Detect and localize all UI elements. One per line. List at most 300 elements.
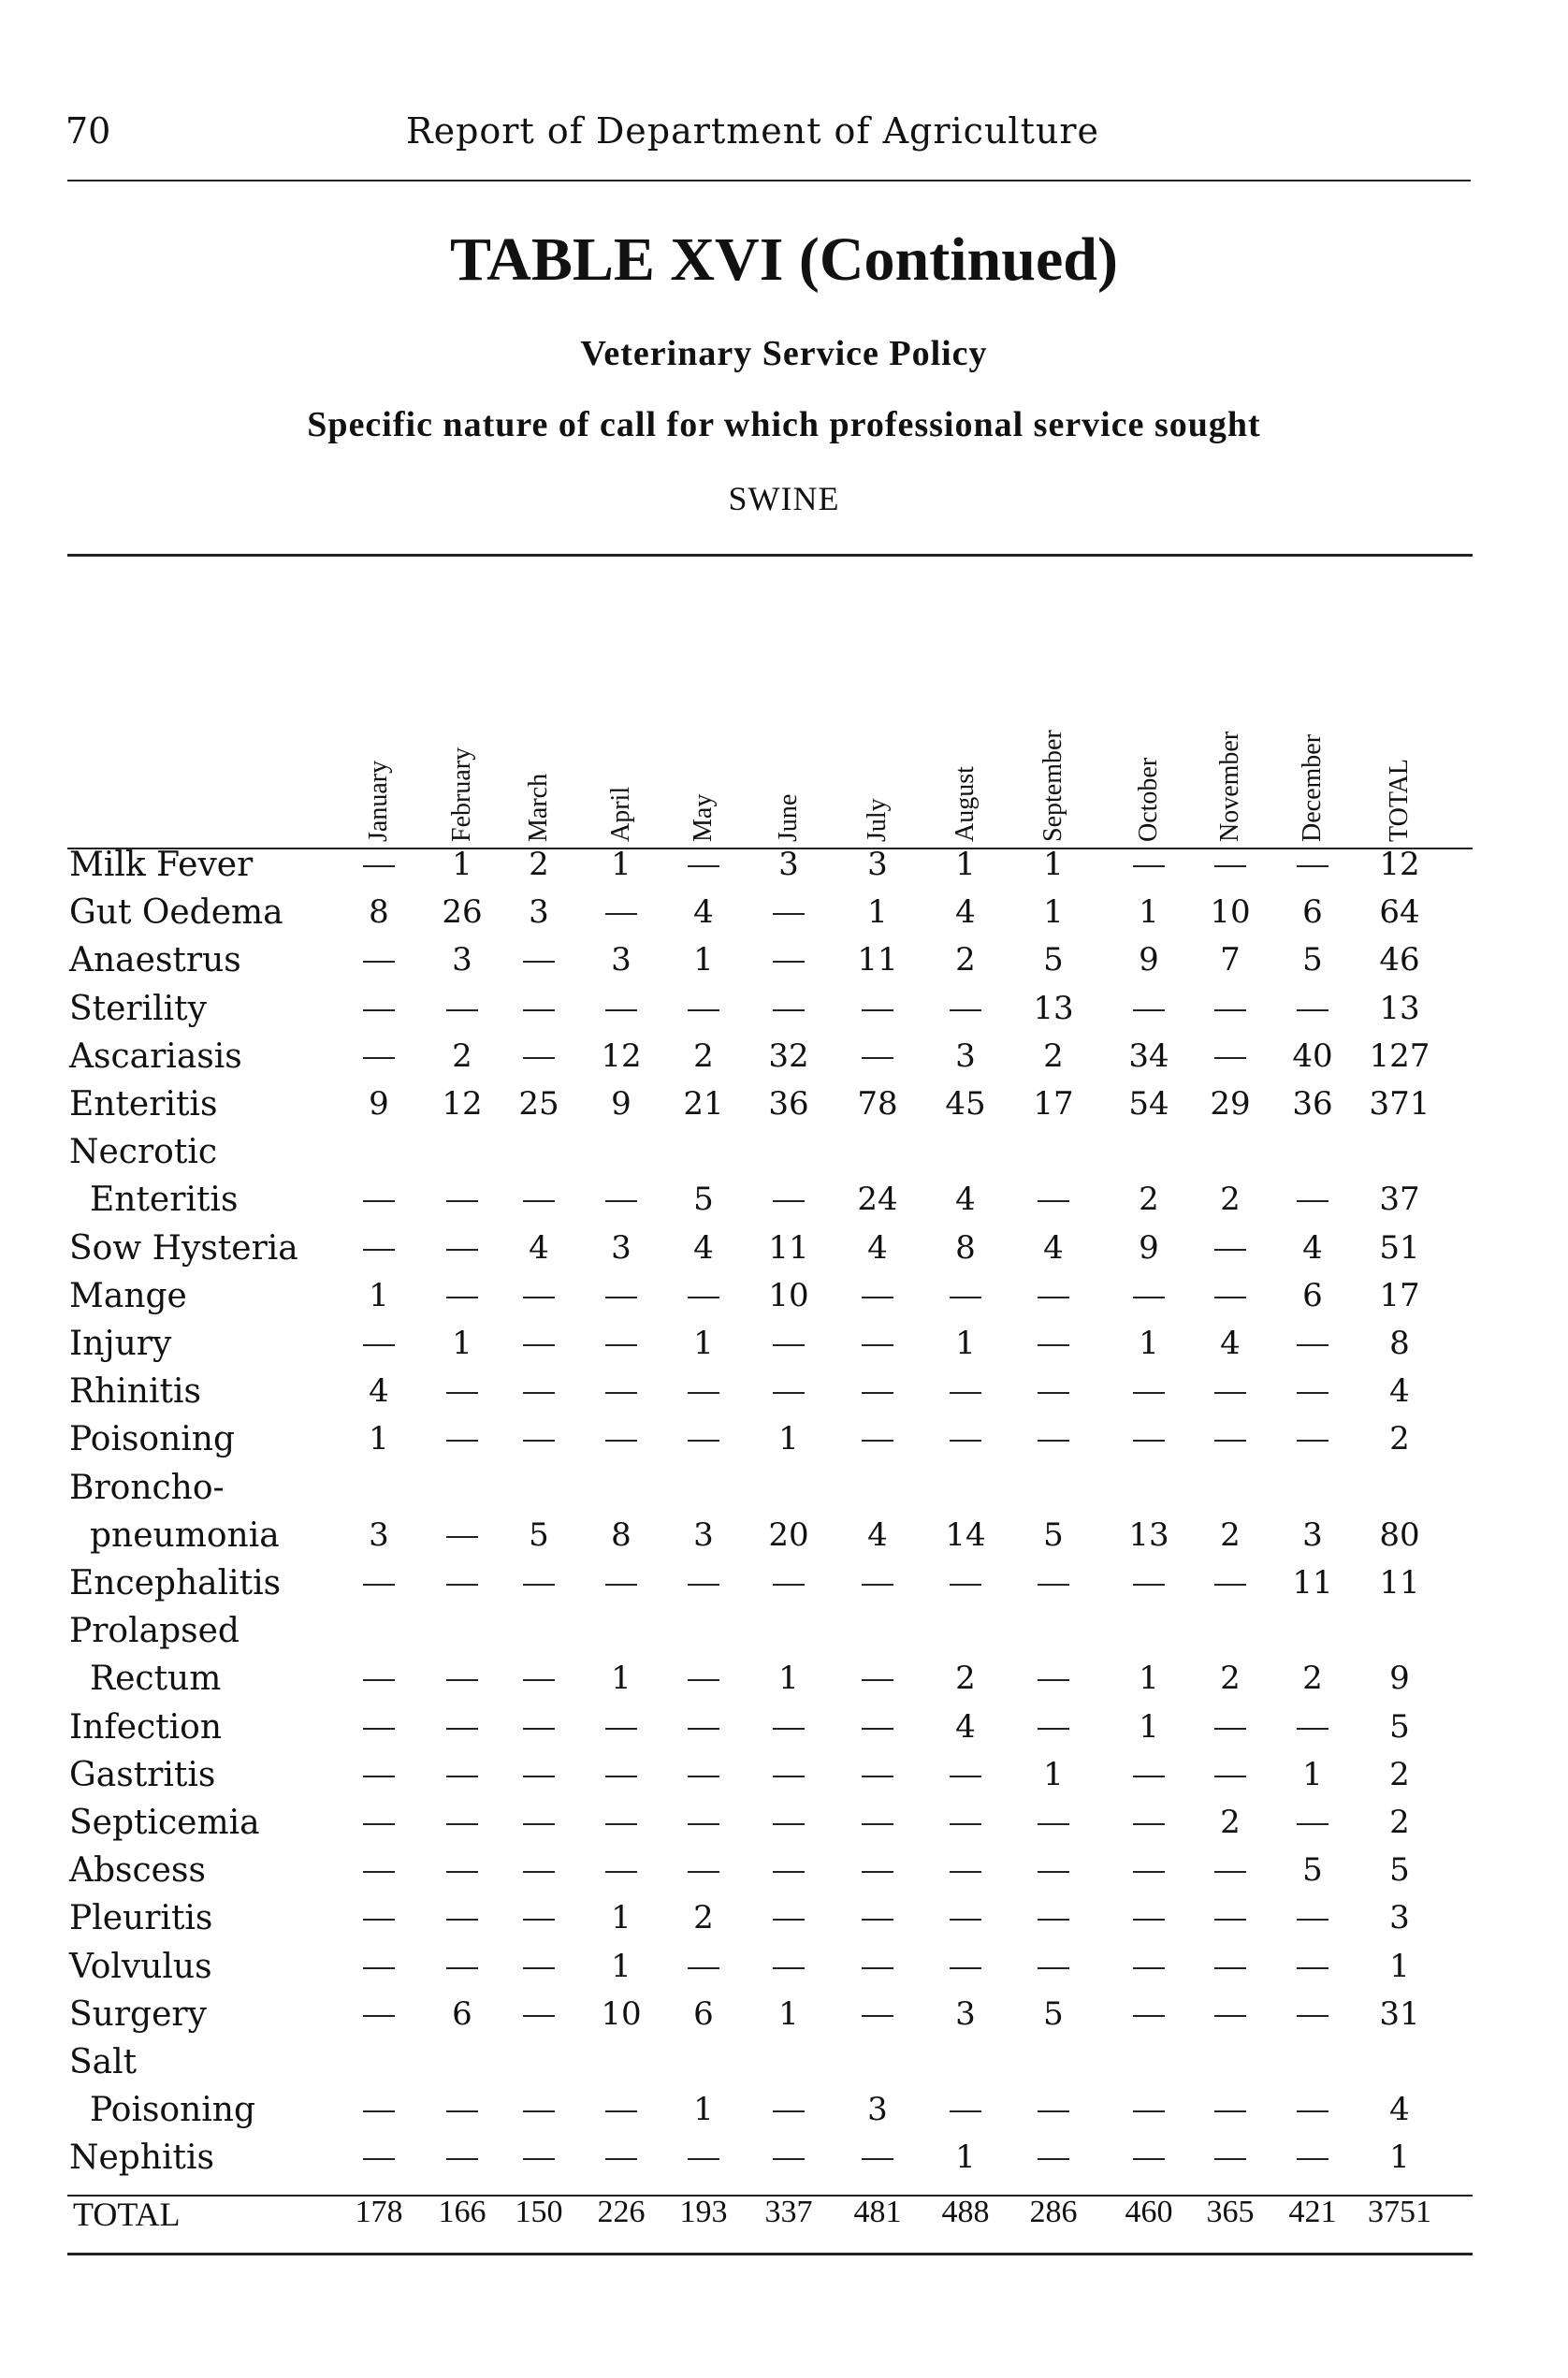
dash-mark (688, 1009, 719, 1011)
table-cell (501, 1804, 576, 1841)
table-cell: 6 (693, 1994, 714, 2033)
table-cell: 2 (1389, 1755, 1410, 1793)
table-cell: 1 (778, 1420, 799, 1458)
dash-mark (862, 1871, 893, 1873)
table-cell: 2 (1139, 1181, 1159, 1219)
row-label: Salt (69, 2043, 138, 2081)
dash-mark (605, 1200, 637, 1202)
dash-mark (1214, 1776, 1246, 1777)
table-cell (1193, 1995, 1268, 2033)
dash-mark (1214, 1057, 1246, 1059)
table-cell (341, 1804, 416, 1841)
table-cell (1016, 1564, 1091, 1602)
dash-mark (1038, 1584, 1069, 1586)
table-cell (751, 2139, 826, 2176)
row-label: Gastritis (69, 1755, 216, 1794)
table-cell (425, 1948, 500, 1985)
table-cell (1111, 2139, 1186, 2176)
row-label: Sow Hysteria (69, 1228, 298, 1268)
table-cell: 3 (1389, 1899, 1410, 1937)
table-cell: 31 (1379, 1994, 1420, 2033)
column-header (751, 655, 826, 842)
table-cell (1111, 2091, 1186, 2128)
dash-mark (862, 1009, 893, 1011)
table-cell: 5 (529, 1515, 549, 1554)
dash-mark (363, 2158, 395, 2160)
dash-mark (523, 1967, 555, 1969)
table-cell (666, 1277, 741, 1314)
table-cell (425, 1516, 500, 1554)
table-cell (501, 1948, 576, 1985)
row-label: Rhinitis (69, 1372, 201, 1412)
dash-mark (1214, 1440, 1246, 1442)
row-label: Infection (69, 1707, 223, 1747)
table-cell: 3 (867, 846, 888, 883)
dash-mark (1214, 1871, 1246, 1873)
dash-mark (523, 2110, 555, 2112)
dash-mark (446, 2110, 478, 2112)
dash-mark (363, 1919, 395, 1921)
table-cell (501, 1325, 576, 1362)
table-cell (840, 1995, 915, 2033)
table-cell (501, 1708, 576, 1746)
table-cell: 4 (1302, 1228, 1323, 1267)
dash-mark (1133, 865, 1165, 867)
table-cell: 25 (518, 1085, 559, 1123)
dash-mark (862, 1344, 893, 1346)
row-label: Poisoning (90, 2091, 256, 2130)
table-cell (751, 1372, 826, 1410)
table-cell: 4 (1389, 2091, 1410, 2129)
total-cell: 193 (679, 2195, 728, 2229)
table-cell (1111, 1851, 1186, 1889)
table-cell (840, 1277, 915, 1314)
table-cell (1111, 1564, 1186, 1602)
table-cell (425, 1420, 500, 1457)
dash-mark (773, 1584, 805, 1586)
row-label: Enteritis (69, 1085, 218, 1124)
table-cell (501, 2091, 576, 2128)
table-cell (341, 1851, 416, 1889)
dash-mark (688, 1297, 719, 1298)
dash-mark (688, 865, 719, 867)
table-cell: 4 (955, 1181, 976, 1219)
total-cell: 286 (1029, 2195, 1078, 2229)
table-cell: 5 (693, 1181, 714, 1219)
table-cell: 4 (955, 893, 976, 932)
table-cell (928, 1372, 1003, 1410)
table-cell: 26 (442, 893, 483, 932)
row-label: Sterility (69, 989, 207, 1028)
column-header-label: January (364, 760, 393, 842)
table-cell (1111, 990, 1186, 1027)
table-cell (425, 1277, 500, 1314)
table-cell (1275, 990, 1350, 1027)
table-cell: 4 (1043, 1228, 1064, 1267)
dash-mark (523, 1200, 555, 1202)
row-label: Necrotic (69, 1133, 217, 1172)
dash-mark (446, 1776, 478, 1777)
dash-mark (605, 1823, 637, 1825)
table-cell (341, 1660, 416, 1697)
table-cell (501, 990, 576, 1027)
dash-mark (1214, 865, 1246, 867)
table-cell: 2 (452, 1037, 472, 1075)
table-cell (1275, 1899, 1350, 1936)
table-cell (928, 1756, 1003, 1793)
total-cell: 150 (515, 2195, 563, 2229)
table-cell: 4 (1389, 1372, 1410, 1411)
table-cell: 17 (1033, 1085, 1074, 1123)
table-cell (1016, 1899, 1091, 1936)
dash-mark (363, 2015, 395, 2017)
table-cell: 1 (611, 1899, 632, 1937)
table-cell (1111, 846, 1186, 883)
table-cell: 6 (1302, 1276, 1323, 1314)
total-cell: 226 (597, 2195, 646, 2229)
table-cell: 5 (1043, 1515, 1064, 1554)
column-header (501, 655, 576, 842)
row-label: Abscess (69, 1851, 206, 1891)
table-cell: 8 (369, 893, 389, 932)
dash-mark (1214, 2158, 1246, 2160)
table-cell: 8 (611, 1515, 632, 1554)
table-cell (666, 2139, 741, 2176)
dash-mark (773, 1344, 805, 1346)
dash-mark (363, 1200, 395, 1202)
table-cell: 1 (1043, 1755, 1064, 1793)
table-cell: 3 (611, 1228, 632, 1267)
table-cell (425, 1804, 500, 1841)
table-cell: 3 (693, 1515, 714, 1554)
total-cell: 488 (941, 2195, 990, 2229)
table-cell: 10 (768, 1276, 809, 1314)
dash-mark (773, 961, 805, 963)
dash-mark (688, 1823, 719, 1825)
table-cell (584, 1277, 659, 1314)
dash-mark (950, 1776, 981, 1777)
table-cell (751, 1804, 826, 1841)
dash-mark (363, 1009, 395, 1011)
row-label: Surgery (69, 1994, 207, 2034)
dash-mark (523, 1392, 555, 1394)
dash-mark (950, 2110, 981, 2112)
table-cell (928, 1564, 1003, 1602)
table-cell: 8 (955, 1228, 976, 1267)
table-cell: 34 (1128, 1037, 1169, 1075)
row-label: Broncho- (69, 1468, 225, 1507)
column-header-label: May (689, 793, 718, 842)
column-header-label: June (774, 793, 803, 842)
table-cell: 2 (1220, 1660, 1241, 1698)
dash-mark (446, 1536, 478, 1538)
dash-mark (1038, 1440, 1069, 1442)
table-cell (840, 1372, 915, 1410)
dash-mark (862, 1440, 893, 1442)
table-cell (1016, 1708, 1091, 1746)
dash-mark (523, 1871, 555, 1873)
dash-mark (688, 1392, 719, 1394)
dash-mark (1133, 1009, 1165, 1011)
column-header-label: October (1134, 757, 1163, 842)
dash-mark (862, 2015, 893, 2017)
dash-mark (523, 961, 555, 963)
table-cell (1193, 1756, 1268, 1793)
table-cell (928, 1277, 1003, 1314)
dash-mark (862, 1967, 893, 1969)
dash-mark (950, 1392, 981, 1394)
table-cell (928, 1851, 1003, 1889)
dash-mark (363, 1679, 395, 1681)
table-cell (584, 1708, 659, 1746)
table-cell (840, 1037, 915, 1075)
total-cell: 481 (853, 2195, 902, 2229)
table-cell (751, 1181, 826, 1218)
table-cell (584, 1420, 659, 1457)
table-cell (1111, 1995, 1186, 2033)
table-cell: 1 (1043, 893, 1064, 932)
table-cell (840, 990, 915, 1027)
table-cell (584, 1851, 659, 1889)
table-cell: 3 (955, 1994, 976, 2033)
table-cell (1193, 1420, 1268, 1457)
table-cell: 8 (1389, 1325, 1410, 1362)
total-cell: 178 (355, 2195, 403, 2229)
table-cell (751, 2091, 826, 2128)
table-cell (840, 1325, 915, 1362)
table-cell: 1 (1139, 1707, 1159, 1746)
page-number: 70 (65, 110, 111, 152)
table-cell: 5 (1302, 1851, 1323, 1890)
table-cell: 6 (1302, 893, 1323, 932)
dash-mark (1297, 2158, 1328, 2160)
table-cell (1193, 2091, 1268, 2128)
table-cell (341, 1708, 416, 1746)
table-cell: 1 (955, 1325, 976, 1362)
dash-mark (605, 1297, 637, 1298)
table-cell (501, 1372, 576, 1410)
table-cell (425, 1181, 500, 1218)
dash-mark (688, 1440, 719, 1442)
table-cell: 1 (693, 941, 714, 979)
dash-mark (773, 1967, 805, 1969)
dash-mark (1038, 2110, 1069, 2112)
dash-mark (1038, 1297, 1069, 1298)
dash-mark (773, 1728, 805, 1730)
table-cell: 37 (1379, 1181, 1420, 1219)
table-cell (751, 1708, 826, 1746)
table-cell (840, 1899, 915, 1936)
table-cell: 1 (955, 2139, 976, 2177)
dash-mark (950, 1967, 981, 1969)
dash-mark (523, 1057, 555, 1059)
table-cell: 2 (693, 1037, 714, 1075)
table-cell: 9 (369, 1085, 389, 1123)
table-cell (1016, 2091, 1091, 2128)
dash-mark (688, 1871, 719, 1873)
table-cell (425, 1899, 500, 1936)
table-cell: 1 (693, 2091, 714, 2129)
table-cell (341, 1899, 416, 1936)
dash-mark (1038, 1967, 1069, 1969)
row-label: Septicemia (69, 1804, 260, 1842)
dash-mark (862, 1728, 893, 1730)
table-cell (584, 1804, 659, 1841)
table-cell (840, 1948, 915, 1985)
dash-mark (688, 1679, 719, 1681)
table-cell (341, 1229, 416, 1267)
table-cell: 3 (867, 2091, 888, 2129)
dash-mark (446, 1297, 478, 1298)
dash-mark (950, 1297, 981, 1298)
row-label: Volvulus (69, 1947, 212, 1986)
table-cell: 20 (768, 1515, 809, 1554)
table-cell (666, 846, 741, 883)
table-cell (425, 1851, 500, 1889)
column-header (1362, 655, 1437, 842)
table-cell: 4 (693, 893, 714, 932)
dash-mark (1133, 1919, 1165, 1921)
table-cell (840, 1420, 915, 1457)
table-cell: 5 (1043, 1994, 1064, 2033)
table-cell: 5 (1389, 1707, 1410, 1746)
dash-mark (363, 1344, 395, 1346)
dash-mark (1133, 1297, 1165, 1298)
dash-mark (1133, 1584, 1165, 1586)
table-cell (840, 1708, 915, 1746)
dash-mark (862, 1823, 893, 1825)
table-cell (425, 1756, 500, 1793)
dash-mark (363, 1584, 395, 1586)
table-cell (341, 846, 416, 883)
table-cell (751, 990, 826, 1027)
dash-mark (1133, 1967, 1165, 1969)
total-cell: 421 (1288, 2195, 1337, 2229)
table-cell: 1 (452, 1325, 472, 1362)
table-cell (584, 893, 659, 931)
table-cell (1193, 1851, 1268, 1889)
table-cell (341, 941, 416, 979)
dash-mark (773, 2158, 805, 2160)
table-cell (501, 1037, 576, 1075)
table-cell: 1 (452, 846, 472, 883)
table-cell (425, 990, 500, 1027)
column-header (1275, 655, 1350, 842)
dash-mark (773, 1776, 805, 1777)
table-cell: 1 (1043, 846, 1064, 883)
dash-mark (446, 1679, 478, 1681)
column-header-label: March (524, 773, 553, 842)
table-cell (341, 2091, 416, 2128)
table-cell: 2 (955, 941, 976, 979)
table-cell (1275, 1372, 1350, 1410)
table-cell: 12 (442, 1085, 483, 1123)
table-cell: 2 (1220, 1515, 1241, 1554)
dash-mark (688, 1967, 719, 1969)
dash-mark (1297, 1728, 1328, 1730)
table-cell (501, 1756, 576, 1793)
table-cell (1193, 1708, 1268, 1746)
column-header (666, 655, 741, 842)
dash-mark (446, 1823, 478, 1825)
dash-mark (363, 1057, 395, 1059)
table-cell: 1 (611, 1947, 632, 1985)
table-cell (584, 1564, 659, 1602)
dash-mark (862, 2158, 893, 2160)
dash-mark (1297, 1967, 1328, 1969)
row-label: Pleuritis (69, 1899, 213, 1938)
dash-mark (1133, 2015, 1165, 2017)
row-label: Ascariasis (69, 1037, 242, 1076)
dash-mark (523, 1679, 555, 1681)
table-cell: 11 (1379, 1564, 1420, 1602)
table-cell: 1 (778, 1994, 799, 2033)
dash-mark (773, 1919, 805, 1921)
table-cell: 3 (452, 941, 472, 979)
dash-mark (773, 1009, 805, 1011)
table-cell (341, 1564, 416, 1602)
table-cell (928, 990, 1003, 1027)
table-cell (584, 1372, 659, 1410)
table-cell (425, 2091, 500, 2128)
table-cell (928, 1804, 1003, 1841)
table-cell (425, 2139, 500, 2176)
dash-mark (446, 1440, 478, 1442)
table-cell (1275, 1181, 1350, 1218)
table-cell (1275, 2139, 1350, 2176)
table-top-rule (67, 554, 1473, 557)
table-cell (425, 1564, 500, 1602)
row-label: pneumonia (90, 1515, 280, 1555)
table-cell (1111, 1899, 1186, 1936)
table-cell: 1 (867, 893, 888, 932)
table-cell (840, 1851, 915, 1889)
dash-mark (605, 913, 637, 915)
table-cell (1275, 846, 1350, 883)
column-header (1111, 655, 1186, 842)
table-cell: 51 (1379, 1228, 1420, 1267)
table-cell: 5 (1389, 1851, 1410, 1890)
dash-mark (446, 1584, 478, 1586)
table-cell (501, 1277, 576, 1314)
table-cell (1275, 1995, 1350, 2033)
table-cell: 10 (1210, 893, 1251, 932)
table-cell: 5 (1302, 941, 1323, 979)
table-cell: 40 (1292, 1037, 1333, 1075)
row-label: Injury (69, 1325, 172, 1363)
row-label: Prolapsed (69, 1612, 240, 1651)
table-cell (341, 1037, 416, 1075)
table-cell: 1 (1389, 1947, 1410, 1985)
row-label: Milk Fever (69, 846, 254, 884)
table-cell (501, 1420, 576, 1457)
table-cell: 12 (1379, 846, 1420, 883)
table-cell: 2 (955, 1660, 976, 1698)
dash-mark (523, 1584, 555, 1586)
dash-mark (950, 1871, 981, 1873)
table-cell (928, 1899, 1003, 1936)
table-cell: 3 (955, 1037, 976, 1075)
table-cell (501, 1181, 576, 1218)
table-cell: 2 (1389, 1804, 1410, 1841)
dash-mark (1214, 1967, 1246, 1969)
dash-mark (1214, 1392, 1246, 1394)
table-cell (1016, 1948, 1091, 1985)
column-header (1016, 655, 1091, 842)
table-cell (751, 1948, 826, 1985)
column-header-label: November (1215, 731, 1244, 842)
table-cell (1111, 1277, 1186, 1314)
